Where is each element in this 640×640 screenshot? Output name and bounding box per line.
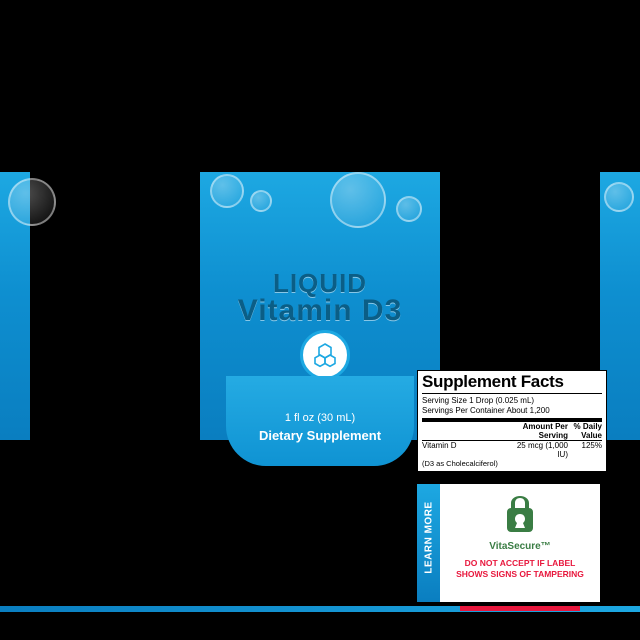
- product-name-line1: LIQUID: [272, 268, 368, 298]
- nutrient-daily-value: 125%: [568, 440, 602, 459]
- nutrient-amount: 25 mcg (1,000 IU): [504, 440, 568, 459]
- net-quantity-text: 1 fl oz (30 mL): [284, 412, 356, 424]
- amount-header-line2: Serving: [538, 430, 568, 440]
- nutrient-name: Vitamin D: [422, 440, 504, 459]
- tamper-warning-line2: SHOWS SIGNS OF TAMPERING: [456, 569, 584, 580]
- footer-red-strip: [460, 606, 580, 611]
- product-name-line2: Vitamin D3: [237, 294, 403, 327]
- servings-per-container-text: Servings Per Container About 1,200: [422, 405, 550, 415]
- product-label-artwork: [0, 172, 640, 580]
- trademark-symbol: ™: [540, 541, 551, 552]
- bubble-decoration: [604, 182, 634, 212]
- amount-header-line1: Amount Per: [522, 421, 568, 431]
- table-header-row-2: [422, 431, 602, 441]
- serving-size-text: Serving Size 1 Drop (0.025 mL): [422, 395, 535, 405]
- seal-brand-name: VitaSecure™: [489, 541, 551, 552]
- supplement-facts-table: [422, 422, 602, 468]
- supplement-facts-title: Supplement Facts: [422, 372, 564, 391]
- supplement-facts-panel: [417, 370, 607, 472]
- dietary-supplement-text: Dietary Supplement: [258, 428, 382, 443]
- lock-icon: [503, 494, 537, 534]
- dv-header-line2: Value: [581, 430, 602, 440]
- dv-header-line1: % Daily: [573, 421, 602, 431]
- hexagon-medallion-icon: [300, 330, 350, 380]
- bubble-decoration: [8, 178, 56, 226]
- learn-more-tab[interactable]: [417, 484, 440, 602]
- table-header-row: [422, 422, 602, 431]
- vitasecure-seal: [440, 494, 600, 552]
- nutrient-subname: (D3 as Cholecalciferol): [422, 458, 498, 468]
- tamper-warning-line1: DO NOT ACCEPT IF LABEL: [464, 558, 576, 568]
- table-row: [422, 440, 602, 459]
- table-row-subtext: [422, 459, 602, 468]
- learn-more-label: LEARN MORE: [423, 501, 435, 574]
- tamper-warning-text: [440, 558, 600, 580]
